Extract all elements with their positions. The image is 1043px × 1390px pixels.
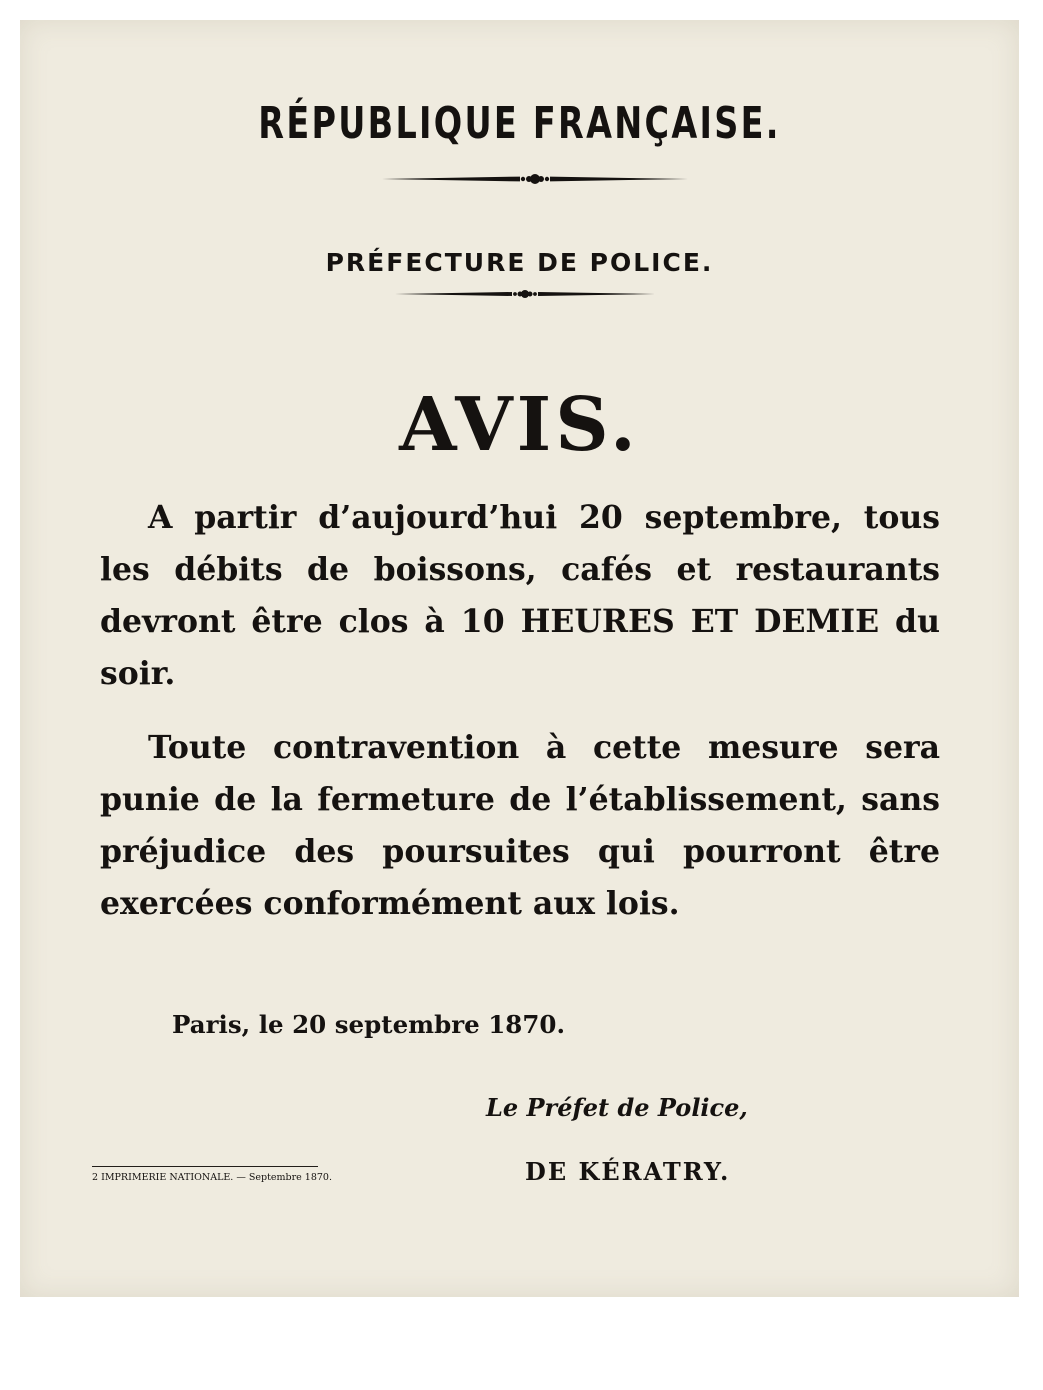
notice-paragraph-penalty: Toute contravention à cette mesure sera punie de la fermeture de l’établissement, sans préjudice des poursuites qui pourront être exercées conformément aux lois. <box>100 729 940 922</box>
poster-subheader: PRÉFECTURE DE POLICE. <box>325 248 714 277</box>
printer-imprint: 2 IMPRIMERIE NATIONALE. — Septembre 1870. <box>92 1172 332 1183</box>
signature-title: Le Préfet de Police, <box>486 1093 748 1122</box>
ornament-divider-bottom <box>395 288 655 300</box>
notice-paragraph-closing-hours: A partir d’aujourd’hui 20 septembre, tous les débits de boissons, cafés et restaurants devront être clos à 10 HEURES ET DEMIE du soir. <box>100 499 940 692</box>
signature-name: DE KÉRATRY. <box>525 1157 731 1186</box>
poster-header: RÉPUBLIQUE FRANÇAISE. <box>258 98 781 149</box>
ornament-divider-top <box>382 172 688 186</box>
poster-sheet <box>20 20 1019 1297</box>
imprint-rule <box>92 1166 318 1167</box>
notice-title: AVIS. <box>399 382 640 468</box>
date-line: Paris, le 20 septembre 1870. <box>172 1010 565 1039</box>
